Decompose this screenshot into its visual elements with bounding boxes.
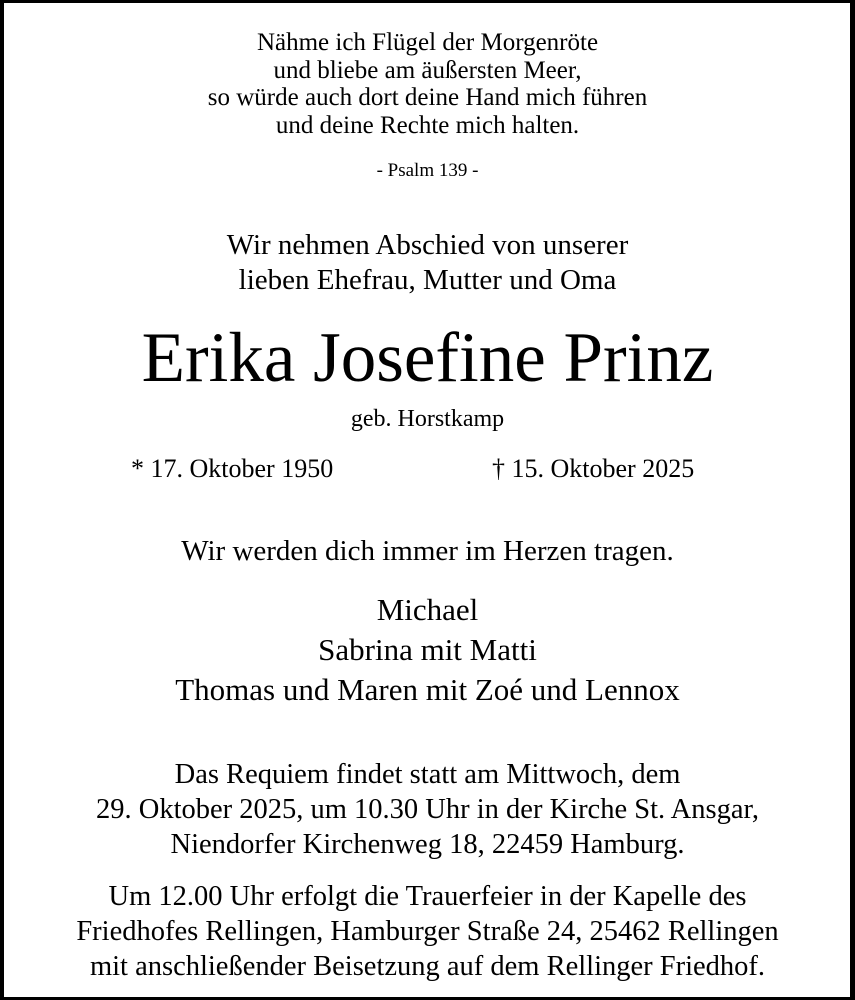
ceremony-line: Friedhofes Rellingen, Hamburger Straße 24, 25462 Rellingen — [76, 916, 779, 947]
mourner: Thomas und Maren mit Zoé und Lennox — [175, 672, 680, 707]
requiem-details — [0, 757, 855, 862]
verse-line: und deine Rechte mich halten. — [275, 111, 580, 139]
requiem-line: 29. Oktober 2025, um 10.30 Uhr in der Kirche St. Ansgar, — [96, 794, 759, 825]
intro-line: lieben Ehefrau, Mutter und Oma — [238, 264, 617, 296]
tribute-line: Wir werden dich immer im Herzen tragen. — [181, 535, 674, 567]
requiem-line: Das Requiem findet statt am Mittwoch, dem — [174, 759, 681, 790]
maiden-name: geb. Horstkamp — [350, 406, 505, 432]
ceremony-details — [0, 879, 855, 984]
death-date: † 15. Oktober 2025 — [492, 454, 695, 483]
birth-date: * 17. Oktober 1950 — [131, 454, 334, 483]
requiem-line: Niendorfer Kirchenweg 18, 22459 Hamburg. — [170, 829, 685, 860]
bible-verse — [0, 29, 855, 139]
ceremony-line: Um 12.00 Uhr erfolgt die Trauerfeier in der Kapelle des — [108, 881, 747, 912]
verse-line: Nähme ich Flügel der Morgenröte — [256, 29, 599, 56]
verse-line: und bliebe am äußersten Meer, — [273, 56, 582, 84]
mourners-list — [0, 590, 855, 710]
intro-line: Wir nehmen Abschied von unserer — [226, 229, 629, 261]
mourner: Michael — [376, 592, 479, 627]
verse-line: so würde auch dort deine Hand mich führen — [207, 84, 648, 111]
ceremony-line: mit anschließender Beisetzung auf dem Rellinger Friedhof. — [89, 951, 766, 982]
verse-source: - Psalm 139 - — [376, 160, 479, 181]
deceased-name: Erika Josefine Prinz — [141, 319, 714, 397]
farewell-intro — [0, 228, 855, 298]
mourner: Sabrina mit Matti — [318, 632, 537, 667]
